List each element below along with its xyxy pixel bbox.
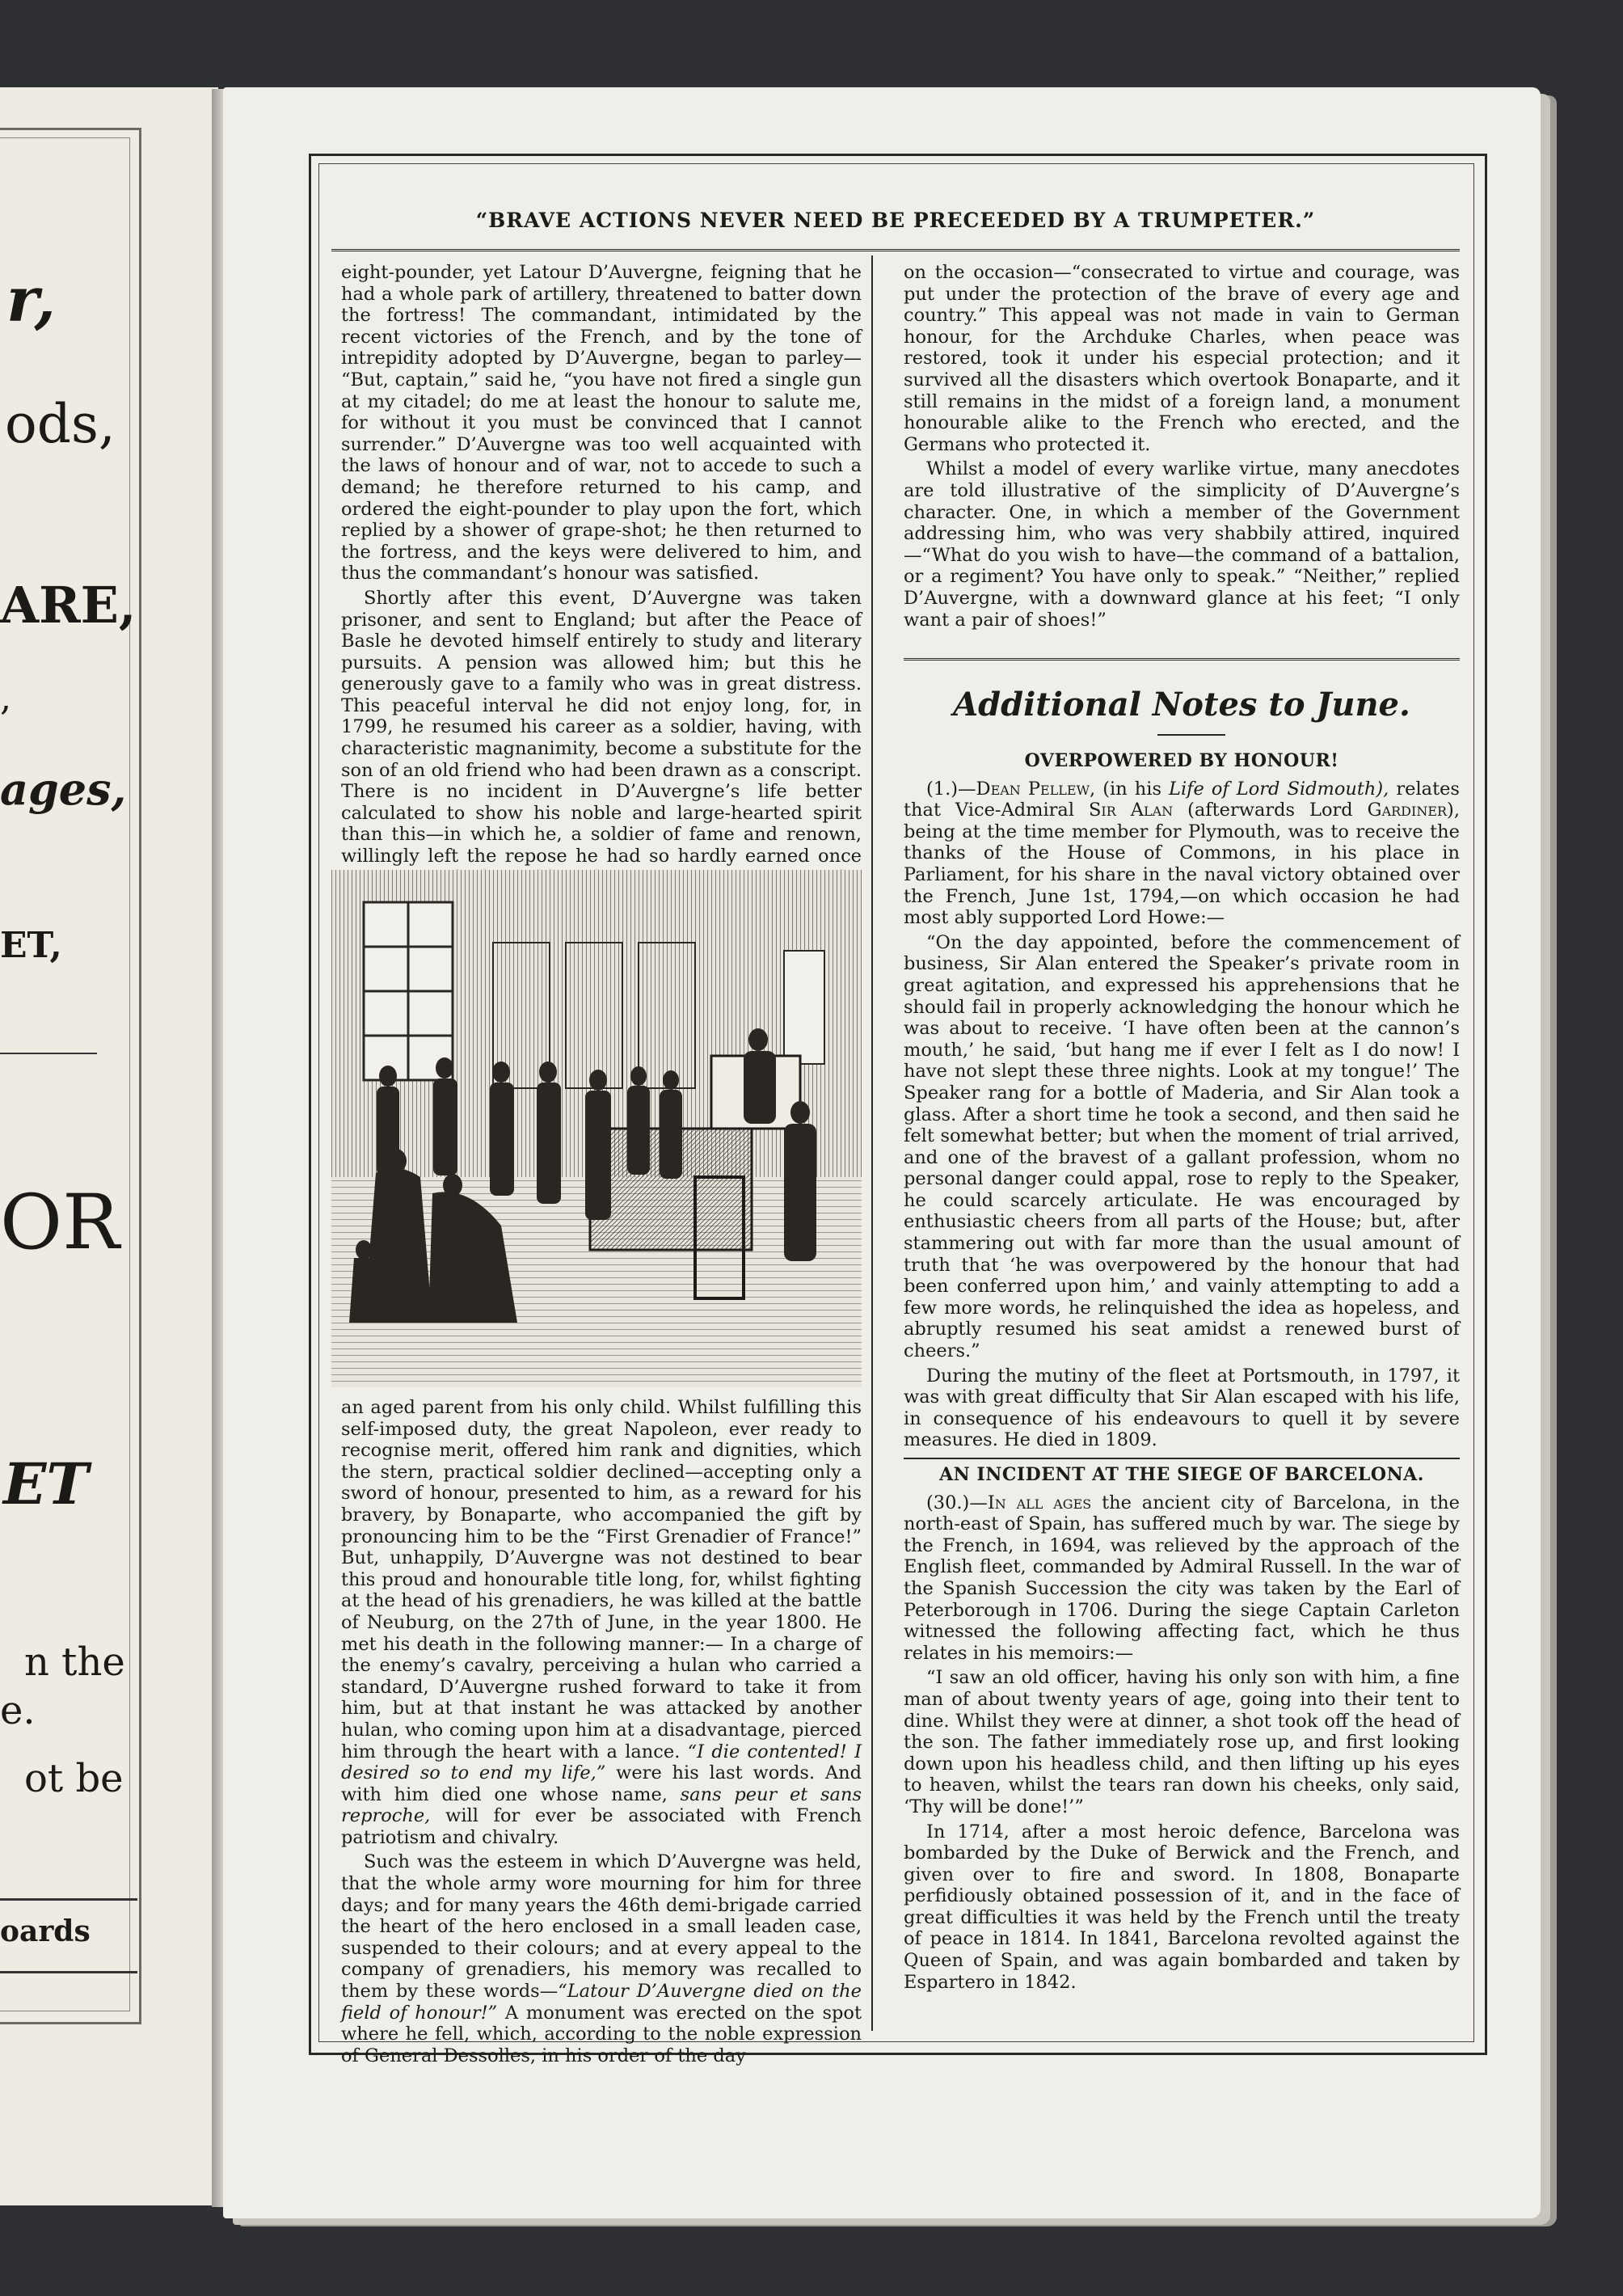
adjacent-page <box>0 87 218 2205</box>
column-rule <box>871 255 873 2031</box>
block-quote: “On the day appointed, before the commencement of business, Sir Alan entered the Speaker’s private room in great agitation, and expressed his apprehensions that he should fail in properly acknowledging the honour which he was about to receive. ‘I have often been at the cannon’s mouth,’ he said, ‘but hang me if ever I felt as I do now! I have not slept these three nights. Look at my tongue!’ The Speaker rang for a bottle of Maderia, and Sir Alan took a glass. After a short time he took a second, and then said he felt somewhat better; but when the moment of trial arrived, and one of the bravest of a gallant profession, whom no personal danger could appal, rose to reply to the Speaker, he could scarcely articulate. He was encouraged by enthusiastic cheers from all parts of the House; but, after stammering out with far more than the usual amount of truth that ‘he was overpowered by the honour that had been conferred upon him,’ and vainly attempting to add a few more words, he relinquished the idea as hopeless, and abruptly resumed his seat amidst a renewed burst of cheers.” <box>904 931 1460 1362</box>
paragraph: (1.)—Dean Pellew, (in his Life of Lord Sidmouth), relates that Vice-Admiral Sir Alan (afterwards Lord Gardiner), being at the time member for Plymouth, was to receive the thanks of the House of Commons, in his place in Parliament, for his share in the naval victory obtained over the French, June 1st, 1794,—on which occasion he had most ably supported Lord Howe:— <box>904 778 1460 929</box>
fragment-text: oards <box>0 1914 91 1948</box>
section-rule <box>904 658 1460 661</box>
book-page <box>223 87 1541 2218</box>
quote-italic: “I die contented! I desired so to end my life,” <box>341 1741 862 1784</box>
title-rule <box>1157 734 1225 736</box>
left-column-bottom <box>341 1397 862 2070</box>
paragraph: In 1714, after a most heroic defence, Barcelona was bombarded by the Duke of Berwick and the French, and given over to fire and sword. In 1808, Bonaparte perfidiously obtained possession of it, and in the face of great difficulties it was held by the French until the treaty of peace in 1814. In 1841, Barcelona revolted against the Queen of Spain, and was again bombarded and taken by Espartero in 1842. <box>904 1821 1460 1993</box>
paragraph: During the mutiny of the fleet at Portsmouth, in 1797, it was with great difficulty that Sir Alan escaped with his life, in consequence of his endeavours to quell it by severe measures. He died in 1809. <box>904 1365 1460 1451</box>
fragment-text: ARE, <box>0 576 137 635</box>
paragraph: (30.)—In all ages the ancient city of Barcelona, in the north-east of Spain, has suffered much by war. The siege by the French, in 1694, was relieved by the approach of the English fleet, commanded by Admiral Russell. In the war of the Spanish Succession the city was taken by the Earl of Peterborough in 1706. During the siege Captain Carleton witnessed the following affecting fact, which he thus relates in his memoirs:— <box>904 1492 1460 1664</box>
fragment-text: ages, <box>0 763 127 815</box>
section-heading: AN INCIDENT AT THE SIEGE OF BARCELONA. <box>939 1464 1424 1485</box>
engraving-illustration <box>331 870 862 1387</box>
right-column-top <box>904 262 1460 634</box>
block-quote: “I saw an old officer, having his only son with him, a fine man of about twenty years of age, going into their tent to dine. Whilst they were at dinner, a shot took off the head of the son. The father immediately rose up, and first looking down upon his headless child, and then lifting up his eyes to heaven, whilst the tears ran down his cheeks, only said, ‘Thy will be done!’” <box>904 1667 1460 1817</box>
fragment-text: ET, <box>0 925 62 966</box>
paragraph: an aged parent from his only child. Whilst fulfilling this self-imposed duty, the great Napoleon, ever ready to recognise merit, offered him rank and dignities, which the stern, practical soldier declined—accepting only a sword of honour, presented to him, as a reward for his bravery, by Bonaparte, who accompanied the gift by pronouncing him to be the “First Grenadier of France!” But, unhappily, D’Auvergne was not destined to bear this proud and honourable title long, for, whilst fighting at the head of his grenadiers, he was killed at the battle of Neuburg, on the 27th of June, in the year 1800. He met his death in the following manner:— In a charge of the enemy’s cavalry, perceiving a hulan who carried a standard, D’Auvergne rushed forward to take it from him, but at that instant he was attacked by another hulan, who coming upon him at a disadvantage, pierced him through the heart with a lance. “I die contented! I desired so to end my life,” were his last words. And with him died one whose name, sans peur et sans reproche, will for ever be associated with French patriotism and chivalry. <box>341 1397 862 1848</box>
paragraph: Such was the esteem in which D’Auvergne was held, that the whole army wore mourning for him for three days; and for many years the 46th demi-brigade carried the heart of the hero enclosed in a small leaden case, suspended to their colours; and at every appeal to the company of grenadiers, his memory was recalled to them by these words—“Latour D’Auvergne died on the field of honour!” A monument was erected on the spot where he fell, which, according to the noble expression of General Dessolles, in his order of the day <box>341 1851 862 2066</box>
fragment-text: ot be <box>24 1756 124 1801</box>
notes-title: Additional Notes to June. <box>953 686 1410 724</box>
fragment-text: ET <box>3 1450 89 1517</box>
paragraph: on the occasion—“consecrated to virtue and courage, was put under the protection of the brave of every age and country.” This appeal was not made in vain to German honour, for the Archduke Charles, when peace was restored, took it under his especial protection; and it survived all the disasters which overtook Bonaparte, and it still remains in the midst of a foreign land, a monument honourable alike to the French who erected, and the Germans who protected it. <box>904 262 1460 455</box>
motto-rule <box>331 249 1460 251</box>
fragment-text: , <box>0 677 11 719</box>
paragraph: Shortly after this event, D’Auvergne was taken prisoner, and sent to England; but after the Peace of Basle he devoted himself entirely to study and literary pursuits. A pension was allowed him; but this he generously gave to a family who was in great distress. This peaceful interval he did not enjoy long, for, in 1799, he resumed his career as a soldier, having, with characteristic magnanimity, become a substitute for the son of an old friend who had been drawn as a conscript. There is no incident in D’Auvergne’s life better calculated to show his noble and large-hearted spirit than this—in which he, a soldier of fame and renown, willingly left the repose he had so hardly earned once <box>341 587 862 867</box>
engraving-scene <box>331 870 862 1387</box>
page-motto: “BRAVE ACTIONS NEVER NEED BE PRECEEDED BY A TRUMPETER.” <box>475 209 1316 232</box>
section-heading: OVERPOWERED BY HONOUR! <box>1024 750 1339 771</box>
fragment-text: OR <box>0 1179 120 1267</box>
right-column-notes <box>904 745 1460 1996</box>
fragment-text: r, <box>6 264 56 336</box>
left-column-top <box>341 262 862 914</box>
fragment-text: ods, <box>5 393 116 455</box>
fragment-text: e. <box>0 1688 36 1733</box>
fragment-text: n the <box>24 1640 125 1685</box>
paragraph: Whilst a model of every warlike virtue, many anecdotes are told illustrative of the simplicity of D’Auvergne’s character. One, in which a member of the Government addressing him, who was very shabbily attired, inquired—“What do you wish to have—the command of a battalion, or a regiment? You have only to speak.” “Neither,” replied D’Auvergne, with a downward glance at his feet; “I only want a pair of shoes!” <box>904 458 1460 631</box>
quote-italic: “Latour D’Auvergne died on the field of honour!” <box>341 1981 862 2024</box>
paragraph: eight-pounder, yet Latour D’Auvergne, feigning that he had a whole park of artillery, threatened to batter down the fortress! The commandant, intimidated by the recent victories of the French, and by the tone of intrepidity adopted by D’Auvergne, began to parley— “But, captain,” said he, “you have not fired a single gun at my citadel; do me at least the honour to salute me, for without it you must be convinced that I cannot surrender.” D’Auvergne was too well acquainted with the laws of honour and of war, not to accede to such a demand; he therefore returned to his camp, and ordered the eight-pounder to play upon the fort, which replied by a shower of grape-shot; he then returned to the fortress, and the keys were delivered to him, and thus the commandant’s honour was satisfied. <box>341 262 862 585</box>
motto-italic: sans peur et sans reproche, <box>341 1783 862 1827</box>
